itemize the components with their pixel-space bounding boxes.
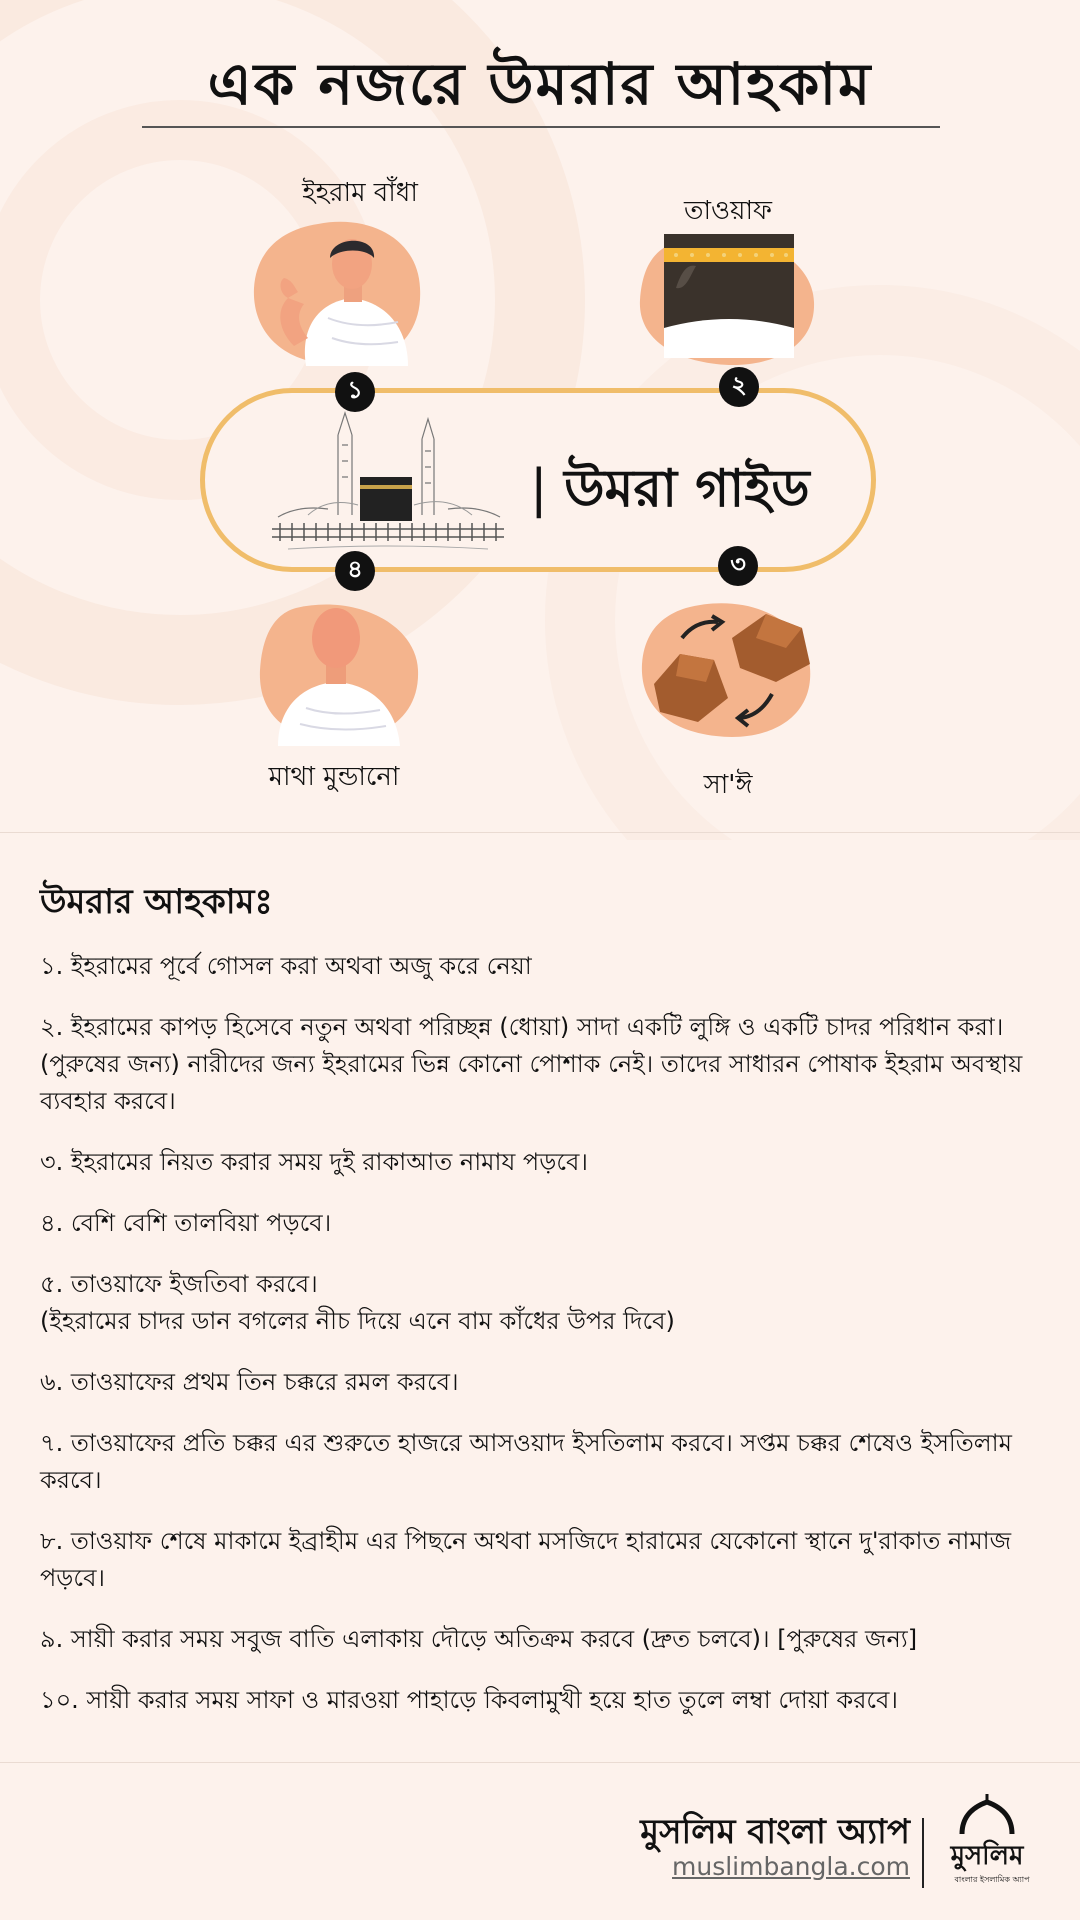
step-2-label: তাওয়াফ — [683, 196, 773, 226]
masjid-haram-sketch-icon — [268, 405, 508, 557]
rule-item-10: ১০. সায়ী করার সময় সাফা ও মারওয়া পাহাড়ে কিবলামুখী হয়ে হাত তুলে লম্বা দোয়া করবে। — [40, 1686, 898, 1714]
footer-brand — [610, 1812, 910, 1882]
logo-word: মুসলিম — [950, 1841, 1024, 1871]
step-3-badge: ৩ — [718, 546, 758, 586]
rule-item-7: ৭. তাওয়াফের প্রতি চক্কর এর শুরুতে হাজরে আসওয়াদ ইসতিলাম করবে। সপ্তম চক্কর শেষেও ইসতিলাম করবে। — [40, 1429, 1012, 1494]
guide-title-bar: | — [530, 459, 565, 519]
section-divider-bottom — [0, 1762, 1080, 1763]
shaved-head-icon — [256, 600, 420, 746]
pilgrim-ihram-icon — [248, 218, 428, 368]
step-4-label: মাথা মুন্ডানো — [268, 762, 400, 792]
brand-url-link[interactable]: muslimbangla.com — [672, 1852, 910, 1881]
title-divider — [142, 126, 940, 128]
step-2-badge: ২ — [719, 367, 759, 407]
stones-icon — [636, 598, 816, 740]
rule-item-5: ৫. তাওয়াফে ইজতিবা করবে। (ইহরামের চাদর ডান বগলের নীচ দিয়ে এনে বাম কাঁধের উপর দিবে) — [40, 1270, 675, 1335]
guide-title-text: উমরা গাইড — [564, 459, 810, 519]
section-heading: উমরার আহকামঃ — [40, 882, 273, 922]
guide-title — [530, 448, 810, 535]
step-1-label: ইহরাম বাঁধা — [302, 178, 418, 208]
step-1-badge: ১ — [335, 372, 375, 412]
section-divider-top — [0, 832, 1080, 833]
rule-item-2: ২. ইহরামের কাপড় হিসেবে নতুন অথবা পরিচ্ছন্ন (ধোয়া) সাদা একটি লুঙ্গি ও একটি চাদর পরিধান করা। (পুরুষের জন্য) নারীদের জন্য ইহরামের ভিন্ন কোনো পোশাক নেই। তাদের সাধারন পোষাক ইহরাম অবস্থায় ব্যবহার করবে। — [40, 1013, 1023, 1115]
rule-item-9: ৯. সায়ী করার সময় সবুজ বাতি এলাকায় দৌড়ে অতিক্রম করবে (দ্রুত চলবে)। [পুরুষের জন্য] — [40, 1625, 918, 1653]
mosque-dome-logo-icon — [932, 1790, 1042, 1890]
kaaba-icon — [636, 230, 816, 370]
brand-name: মুসলিম বাংলা অ্যাপ — [640, 1812, 910, 1852]
logo-tagline: বাংলার ইসলামিক অ্যাপ — [954, 1875, 1030, 1884]
footer-separator — [922, 1818, 924, 1888]
step-4-badge: ৪ — [335, 551, 375, 591]
rule-item-6: ৬. তাওয়াফের প্রথম তিন চক্করে রমল করবে। — [40, 1368, 459, 1396]
rules-list — [40, 948, 1060, 1743]
page-title: এক নজরে উমরার আহকাম — [207, 50, 873, 118]
rule-item-4: ৪. বেশি বেশি তালবিয়া পড়বে। — [40, 1209, 332, 1237]
rule-item-1: ১. ইহরামের পূর্বে গোসল করা অথবা অজু করে নেয়া — [40, 952, 532, 980]
step-3-label: সা'ঈ — [703, 770, 753, 800]
rule-item-3: ৩. ইহরামের নিয়ত করার সময় দুই রাকাআত নামায পড়বে। — [40, 1148, 588, 1176]
rule-item-8: ৮. তাওয়াফ শেষে মাকামে ইব্রাহীম এর পিছনে অথবা মসজিদে হারামের যেকোনো স্থানে দু'রাকাত নামাজ পড়বে। — [40, 1527, 1012, 1592]
